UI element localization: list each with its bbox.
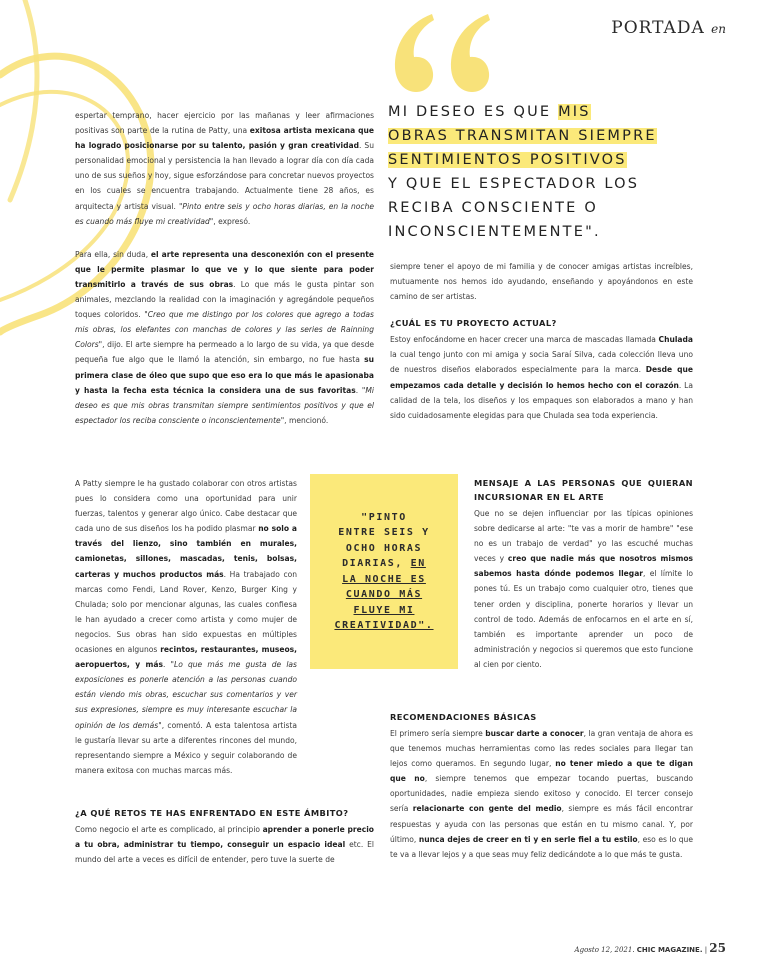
page-footer: Agosto 12, 2021. CHIC MAGAZINE. | 25 (574, 941, 726, 955)
paragraph: A Patty siempre le ha gustado colaborar con otros artistas pues lo considera como una oportunidad para unir fuerzas, talentos y generar algo único. Cabe destacar que cada uno de sus diseños los ha podido plasmar no solo a través del lienzo, sino también en murales, camionetas, sillones, mascadas, tenis, bolsas, carteras y muchos productos más. Ha trabajado con marcas como Fendi, Land Rover, Kenzo, Burger King y Chulada; solo por mencionar algunas, las cuales confiesa le han ayudado a crecer como artista y como mujer de negocios. Sus obras han sido expuestas en múltiples ocasiones en algunos recintos, restaurantes, museos, aeropuertos, y más. "Lo que más me gusta de las exposiciones es ponerle atención a las personas cuando están viendo mis obras, escuchar sus comentarios y ver sus expresiones, siempre es muy interesante escuchar la opinión de los demás", comentó. A esta talentosa artista le gustaría llevar su arte a diferentes rincones del mundo, representando siempre a México y seguir colaborando de manera exitosa con muchas marcas más. (75, 479, 297, 775)
right-column-top (390, 259, 693, 435)
section-heading: ¿A QUÉ RETOS TE HAS ENFRENTADO EN ESTE ÁMBITO? (75, 808, 349, 818)
section-heading: ¿CUÁL ES TU PROYECTO ACTUAL? (390, 318, 557, 329)
left-column-top (75, 108, 374, 440)
paragraph: Como negocio el arte es complicado, al principio aprender a ponerle precio a tu obra, administrar tu tiempo, conseguir un espacio ideal etc. El mundo del arte a veces es difícil de entender, pero tuve la suerte de (75, 825, 374, 865)
section-label: PORTADA en (611, 18, 726, 38)
pull-quote: MI DESEO ES QUE MIS OBRAS TRANSMITAN SIEMPRE SENTIMIENTOS POSITIVOS Y QUE EL ESPECTADOR LOS RECIBA CONSCIENTE O INCONSCIENTEMENTE". (388, 104, 657, 240)
section-heading: MENSAJE A LAS PERSONAS QUE QUIERAN INCURSIONAR EN EL ARTE (474, 478, 693, 502)
paragraph: Estoy enfocándome en hacer crecer una marca de mascadas llamada Chulada la cual tengo junto con mi amiga y socia Saraí Silva, cada colección lleva uno de nuestros diseños elaborados especialmente para la marca. Desde que empezamos cada detalle y decisión lo hemos hecho con el corazón. La calidad de la tela, los diseños y los empaques son elaborados a mano y han sido cuidadosamente elegidas para que Chulada sea toda experiencia. (390, 335, 693, 420)
section-heading: RECOMENDACIONES BÁSICAS (390, 712, 537, 722)
right-column-bottom (390, 710, 693, 874)
quote-mark-icon (392, 12, 438, 94)
paragraph: El primero sería siempre buscar darte a conocer, la gran ventaja de ahora es que tenemos muchas herramientas como las redes sociales para llegar tan lejos como queramos. En segundo lugar, no tener miedo a que te digan que no, siempre tenemos que empezar tocando puertas, buscando oportunidades, nadie empieza siendo exitoso y conocido. El tercer consejo sería relacionarte con gente del medio, siempre es más fácil encontrar respuestas y ayuda con las personas que están en tu mismo canal. Y, por último, nunca dejes de creer en ti y en serle fiel a tu estilo, eso es lo que te va a llevar lejos y a que seas muy feliz dedicándote a lo que más te gusta. (390, 729, 693, 859)
right-column-narrow (474, 476, 693, 684)
paragraph: espertar temprano, hacer ejercicio por las mañanas y leer afirmaciones positivas son parte de la rutina de Patty, una exitosa artista mexicana que ha logrado posicionarse por su talento, pasión y gran creatividad. Su personalidad emocional y persistencia la han llevado a lograr día con día cada uno de sus sueños y hoy, sigue esforzándose para concretar nuevos proyectos en los cuales se encuentra trabajando. Actualmente tiene 28 años, es arquitecta y artista visual. "Pinto entre seis y ocho horas diarias, en la noche es cuando más fluye mi creatividad", expresó. (75, 111, 374, 226)
paragraph: Para ella, sin duda, el arte representa una desconexión con el presente que le permite plasmar lo que ve y lo que siente para poder transmitirlo a través de sus obras. Lo que más le gusta pintar son animales, mezclando la realidad con la imaginación y agregándole pequeños toques coloridos. "Creo que me distingo por los colores que agrego a todas mis obras, los elefantes con manchas de colores y las series de Rainning Colors", dijo. El arte siempre ha permeado a lo largo de su vida, ya que desde pequeña fue algo que le llamó la atención, sin embargo, no fue hasta su primera clase de óleo que supo que eso era lo que más le apasionaba y hasta la fecha esta técnica la considera una de sus favoritas. "Mi deseo es que mis obras transmitan siempre sentimientos positivos y que el espectador los reciba consciente o inconscientemente", mencionó. (75, 249, 374, 425)
page-number: 25 (709, 941, 726, 955)
box-quote: "PINTO ENTRE SEIS Y OCHO HORAS DIARIAS, EN LA NOCHE ES CUANDO MÁS FLUYE MI CREATIVIDAD". (310, 474, 458, 669)
paragraph: Que no se dejen influenciar por las típicas opiniones sobre dedicarse al arte: "te vas a morir de hambre" "ese no es un trabajo de verdad" yo las escuché muchas veces y creo que nadie más que nosotros mismos sabemos hasta dónde podemos llegar, el límite lo pones tú. Es un trabajo como cualquier otro, tienes que tener orden y disciplina, ponerte horarios y llevar un control de todo. Además de enfocarnos en el arte en sí, también es importante aprender un poco de administración y negocios si queremos que esto funcione al cien por ciento. (474, 509, 694, 669)
left-column-narrow (75, 476, 297, 790)
left-column-last (75, 806, 374, 879)
paragraph: siempre tener el apoyo de mi familia y de conocer amigas artistas increíbles, mutuamente nos hemos ido ayudando, enseñando y apoyándonos en este camino de ser artistas. (390, 262, 693, 302)
quote-mark-icon (448, 12, 494, 94)
